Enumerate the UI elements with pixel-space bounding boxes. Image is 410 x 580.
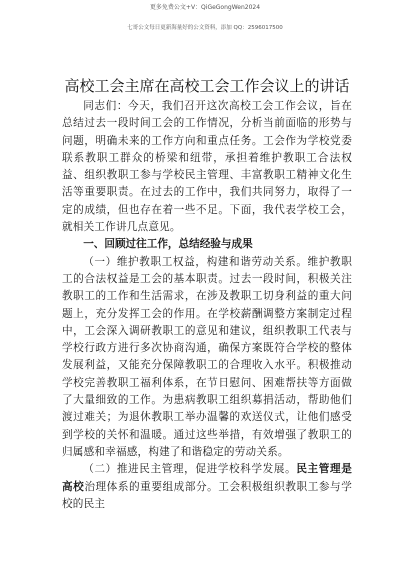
paragraph-democracy-bold: 民主管理是高校 bbox=[62, 463, 352, 493]
document-body bbox=[62, 76, 352, 513]
opening-paragraph: 同志们：今天，我们召开这次高校工会工作会议，旨在总结过去一段时间工会的工作情况，分析当前面临的形势与问题，明确未来的工作方向和重点任务。工会作为学校党委联系教职工群众的桥梁和纽带，承担着维护教职工合法权益、组织教职工参与学校民主管理、丰富教职工精神文化生活等重要职责。在过去的工作中，我们共同努力，取得了一定的成绩，但也存在着一些不足。下面，我代表学校工会，就相关工作讲几点意见。 bbox=[62, 100, 352, 234]
paragraph-democracy bbox=[62, 461, 352, 513]
section-heading: 一、回顾过往工作，总结经验与成果 bbox=[83, 238, 253, 251]
paragraph-democracy-lead: （二）推进民主管理，促进学校科学发展。 bbox=[83, 463, 297, 476]
paragraph-rights: （一）维护教职工权益，构建和谐劳动关系。维护教职工的合法权益是工会的基本职责。过去一段时间，积极关注教职工的工作和生活需求，在涉及教职工切身利益的重大问题上，充分发挥工会的作用。在学校薪酬调整方案制定过程中，工会深入调研教职工的意见和建议，组织教职工代表与学校行政方进行多次协商沟通，确保方案既符合学校的整体发展利益，又能充分保障教职工的合理收入水平。积极推动学校完善教职工福利体系，在节日慰问、困难帮扶等方面做了大量细致的工作。为患病教职工组织募捐活动，帮助他们渡过难关；为退休教职工举办温馨的欢送仪式，让他们感受到学校的关怀和温暖。通过这些举措，有效增强了教职工的归属感和幸福感，构建了和谐稳定的劳动关系。 bbox=[62, 255, 352, 458]
document-title: 高校工会主席在高校工会工作会议上的讲话 bbox=[64, 77, 350, 95]
paragraph-democracy-rest: 治理体系的重要组成部分。工会积极组织教职工参与学校的民主 bbox=[62, 480, 352, 510]
promo-subheader: 七哥公文每日更新海量好的公文资料，添加 QQ：2596017500 bbox=[127, 25, 283, 31]
promo-header: 更多免费公文+V：QiGeGongWen2024 bbox=[149, 4, 261, 11]
